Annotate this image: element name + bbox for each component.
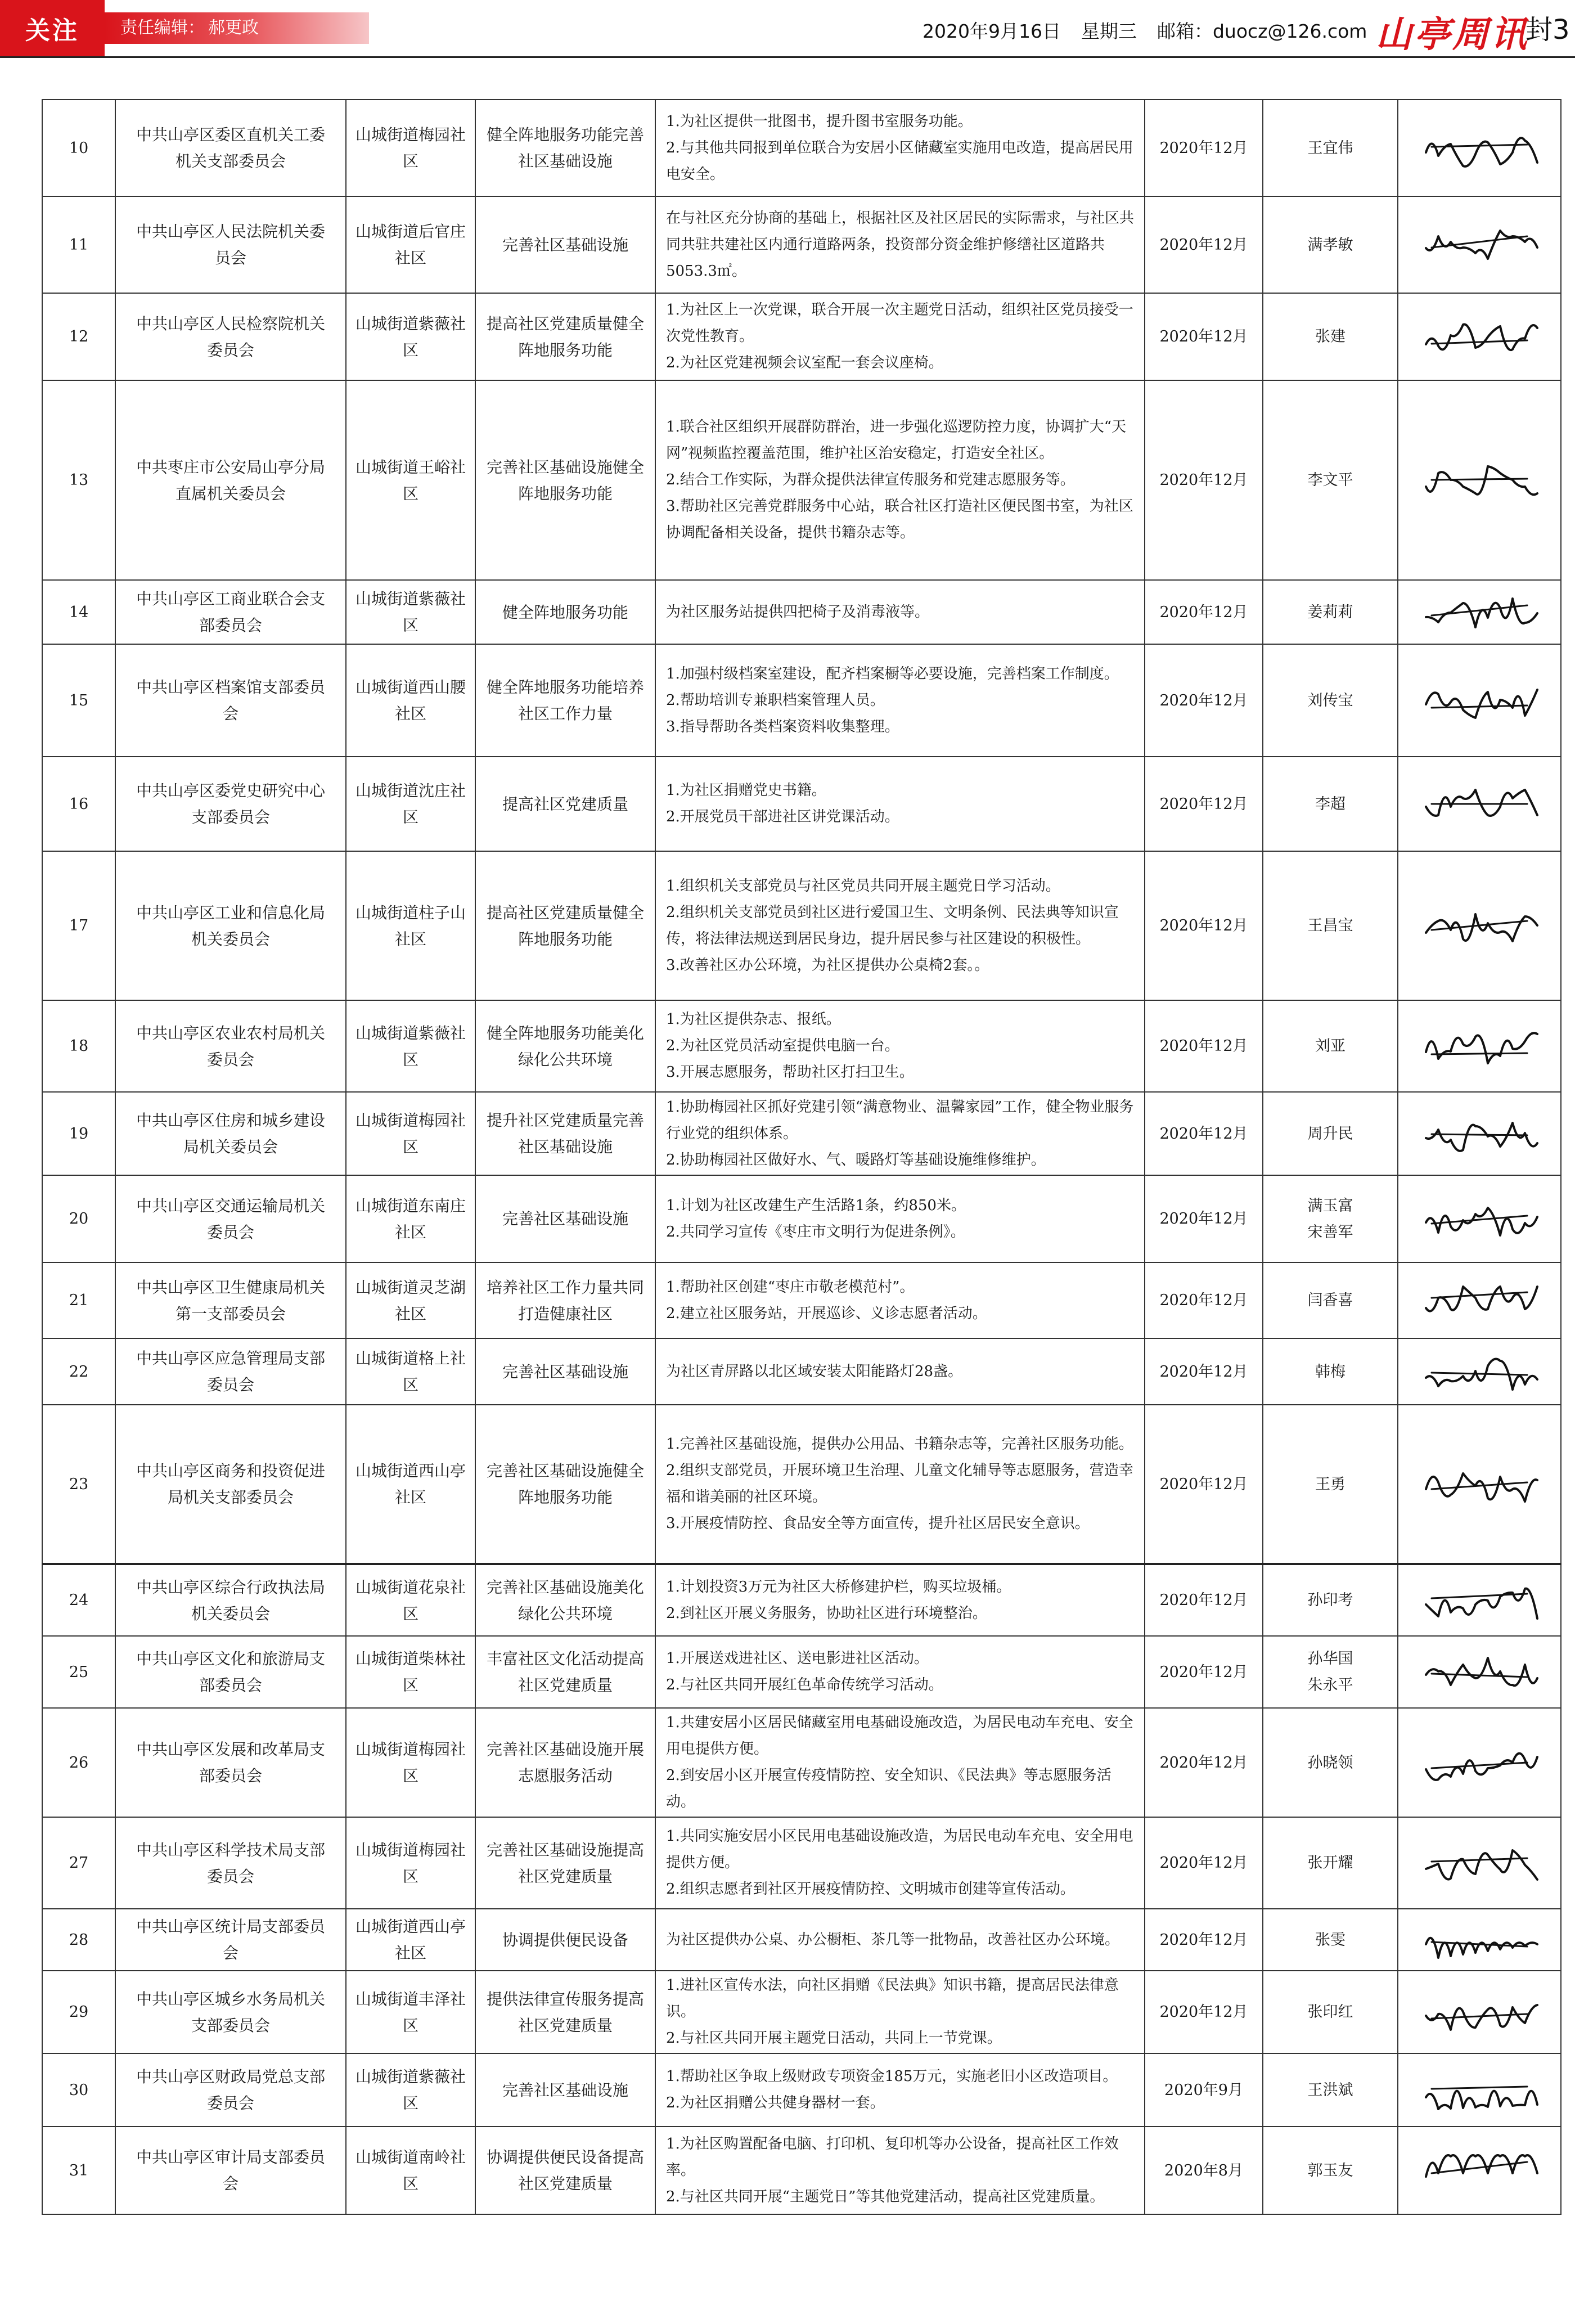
content-cell: 为社区提供办公桌、办公橱柜、茶几等一批物品，改善社区办公环境。 — [655, 1909, 1145, 1971]
editor-name: 郝更政 — [208, 18, 259, 38]
signature-cell — [1398, 380, 1561, 580]
contact-person-cell: 王宜伟 — [1263, 100, 1398, 196]
community-cell: 山城街道格上社区 — [346, 1338, 475, 1405]
signature-cell — [1398, 1262, 1561, 1338]
project-cell: 完善社区基础设施 — [475, 2053, 655, 2127]
project-cell: 完善社区基础设施 — [475, 196, 655, 293]
row-number-cell: 15 — [42, 644, 115, 757]
project-cell: 培养社区工作力量共同打造健康社区 — [475, 1262, 655, 1338]
row-number-cell: 30 — [42, 2053, 115, 2127]
community-cell: 山城街道梅园社区 — [346, 1092, 475, 1175]
table-row — [42, 100, 1561, 196]
contact-person-cell: 闫香喜 — [1263, 1262, 1398, 1338]
content-cell: 1.为社区捐赠党史书籍。 2.开展党员干部进社区讲党课活动。 — [655, 757, 1145, 851]
community-cell: 山城街道丰泽社区 — [346, 1971, 475, 2053]
organization-cell: 中共山亭区住房和城乡建设局机关委员会 — [115, 1092, 346, 1175]
content-cell: 1.联合社区组织开展群防群治，进一步强化巡逻防控力度，协调扩大“天网”视频监控覆盖范围，维护社区治安稳定，打造安全社区。 2.结合工作实际，为群众提供法律宣传服务和党建志愿服务等。 3.帮助社区完善党群服务中心站，联合社区打造社区便民图书室，为社区协调配备相关设备，提供书籍杂志等。 — [655, 380, 1145, 580]
content-cell: 1.计划为社区改建生产生活路1条，约850米。 2.共同学习宣传《枣庄市文明行为促进条例》。 — [655, 1175, 1145, 1262]
handwritten-signature — [1415, 1575, 1544, 1626]
organization-cell: 中共山亭区工商业联合会支部委员会 — [115, 580, 346, 644]
signature-cell — [1398, 644, 1561, 757]
content-cell: 1.加强村级档案室建设，配齐档案橱等必要设施，完善档案工作制度。 2.帮助培训专兼职档案管理人员。 3.指导帮助各类档案资料收集整理。 — [655, 644, 1145, 757]
community-cell: 山城街道灵芝湖社区 — [346, 1262, 475, 1338]
issue-weekday: 星期三 — [1081, 20, 1137, 42]
deadline-cell: 2020年12月 — [1145, 380, 1263, 580]
community-cell: 山城街道南岭社区 — [346, 2127, 475, 2214]
row-number-cell: 12 — [42, 293, 115, 380]
organization-cell: 中共山亭区委区直机关工委机关支部委员会 — [115, 100, 346, 196]
handwritten-signature — [1415, 219, 1544, 270]
project-cell: 提高社区党建质量健全阵地服务功能 — [475, 851, 655, 1000]
row-number-cell: 26 — [42, 1708, 115, 1817]
signature-cell — [1398, 100, 1561, 196]
organization-cell: 中共山亭区交通运输局机关委员会 — [115, 1175, 346, 1262]
contact-person-cell: 郭玉友 — [1263, 2127, 1398, 2214]
handwritten-signature — [1415, 1459, 1544, 1509]
content-cell: 1.组织机关支部党员与社区党员共同开展主题党日学习活动。 2.组织机关支部党员到社区进行爱国卫生、文明条例、民法典等知识宣传，将法律法规送到居民身边，提升居民参与社区建设的积极性。 3.改善社区办公环境，为社区提供办公桌椅2套。。 — [655, 851, 1145, 1000]
deadline-cell: 2020年12月 — [1145, 757, 1263, 851]
table-row — [42, 757, 1561, 851]
project-cell: 健全阵地服务功能 — [475, 580, 655, 644]
deadline-cell: 2020年12月 — [1145, 580, 1263, 644]
deadline-cell: 2020年12月 — [1145, 293, 1263, 380]
handwritten-signature — [1415, 1647, 1544, 1697]
handwritten-signature — [1415, 2065, 1544, 2115]
row-number-cell: 21 — [42, 1262, 115, 1338]
signature-cell — [1398, 1909, 1561, 1971]
organization-cell: 中共山亭区人民法院机关委员会 — [115, 196, 346, 293]
community-cell: 山城街道西山亭社区 — [346, 1405, 475, 1564]
handwritten-signature — [1415, 1737, 1544, 1788]
contact-person-cell: 韩梅 — [1263, 1338, 1398, 1405]
content-cell: 1.为社区提供一批图书，提升图书室服务功能。 2.与其他共同报到单位联合为安居小区储藏室实施用电改造，提高居民用电安全。 — [655, 100, 1145, 196]
handwritten-signature — [1415, 675, 1544, 726]
community-cell: 山城街道梅园社区 — [346, 1817, 475, 1909]
table-row — [42, 644, 1561, 757]
section-tag: 关注 — [0, 0, 105, 56]
community-cell: 山城街道紫薇社区 — [346, 580, 475, 644]
contact-person-cell: 王昌宝 — [1263, 851, 1398, 1000]
signature-cell — [1398, 1636, 1561, 1708]
signature-cell — [1398, 757, 1561, 851]
row-number-cell: 25 — [42, 1636, 115, 1708]
project-cell: 完善社区基础设施开展志愿服务活动 — [475, 1708, 655, 1817]
deadline-cell: 2020年12月 — [1145, 1000, 1263, 1092]
newspaper-logo: 山亭周讯 — [1376, 14, 1529, 56]
organization-cell: 中共山亭区卫生健康局机关第一支部委员会 — [115, 1262, 346, 1338]
signature-cell — [1398, 1000, 1561, 1092]
project-cell: 健全阵地服务功能培养社区工作力量 — [475, 644, 655, 757]
handwritten-signature — [1415, 1275, 1544, 1326]
organization-cell: 中共山亭区商务和投资促进局机关支部委员会 — [115, 1405, 346, 1564]
content-cell: 1.协助梅园社区抓好党建引领“满意物业、温馨家园”工作，健全物业服务行业党的组织体系。 2.协助梅园社区做好水、气、暖路灯等基础设施维修维护。 — [655, 1092, 1145, 1175]
community-cell: 山城街道王峪社区 — [346, 380, 475, 580]
row-number-cell: 31 — [42, 2127, 115, 2214]
organization-cell: 中共山亭区科学技术局支部委员会 — [115, 1817, 346, 1909]
deadline-cell: 2020年12月 — [1145, 644, 1263, 757]
deadline-cell: 2020年12月 — [1145, 1971, 1263, 2053]
table-row — [42, 1636, 1561, 1708]
contact-person-cell: 张建 — [1263, 293, 1398, 380]
row-number-cell: 27 — [42, 1817, 115, 1909]
contact-email: 邮箱：duocz@126.com — [1156, 20, 1367, 42]
deadline-cell: 2020年9月 — [1145, 2053, 1263, 2127]
table-row — [42, 293, 1561, 380]
signature-cell — [1398, 2127, 1561, 2214]
contact-person-cell: 王洪斌 — [1263, 2053, 1398, 2127]
page-number: 封3 — [1526, 14, 1570, 46]
signature-cell — [1398, 1175, 1561, 1262]
community-cell: 山城街道花泉社区 — [346, 1564, 475, 1636]
contact-person-cell: 张雯 — [1263, 1909, 1398, 1971]
organization-cell: 中共山亭区统计局支部委员会 — [115, 1909, 346, 1971]
deadline-cell: 2020年12月 — [1145, 1636, 1263, 1708]
handwritten-signature — [1415, 1108, 1544, 1159]
community-cell: 山城街道后官庄社区 — [346, 196, 475, 293]
table-row — [42, 580, 1561, 644]
table-row — [42, 1909, 1561, 1971]
header-rule — [0, 56, 1575, 58]
handwritten-signature — [1415, 901, 1544, 951]
contact-person-cell: 刘传宝 — [1263, 644, 1398, 757]
table-row — [42, 2053, 1561, 2127]
project-cell: 提高社区党建质量 — [475, 757, 655, 851]
content-cell: 1.为社区购置配备电脑、打印机、复印机等办公设备，提高社区工作效率。 2.与社区共同开展“主题党日”等其他党建活动，提高社区党建质量。 — [655, 2127, 1145, 2214]
content-cell: 1.帮助社区创建“枣庄市敬老模范村”。 2.建立社区服务站，开展巡诊、义诊志愿者活动。 — [655, 1262, 1145, 1338]
project-cell: 提供法律宣传服务提高社区党建质量 — [475, 1971, 655, 2053]
organization-cell: 中共山亭区委党史研究中心支部委员会 — [115, 757, 346, 851]
contact-person-cell: 孙晓领 — [1263, 1708, 1398, 1817]
handwritten-signature — [1415, 587, 1544, 637]
row-number-cell: 14 — [42, 580, 115, 644]
project-cell: 完善社区基础设施提高社区党建质量 — [475, 1817, 655, 1909]
deadline-cell: 2020年12月 — [1145, 1175, 1263, 1262]
row-number-cell: 10 — [42, 100, 115, 196]
row-number-cell: 17 — [42, 851, 115, 1000]
community-cell: 山城街道柴林社区 — [346, 1636, 475, 1708]
table-row — [42, 1262, 1561, 1338]
table-row — [42, 851, 1561, 1000]
row-number-cell: 20 — [42, 1175, 115, 1262]
signature-cell — [1398, 580, 1561, 644]
signature-cell — [1398, 196, 1561, 293]
table-row — [42, 1175, 1561, 1262]
content-cell: 1.进社区宣传水法，向社区捐赠《民法典》知识书籍，提高居民法律意识。 2.与社区共同开展主题党日活动，共同上一节党课。 — [655, 1971, 1145, 2053]
organization-cell: 中共枣庄市公安局山亭分局直属机关委员会 — [115, 380, 346, 580]
editor-line — [120, 15, 259, 41]
row-number-cell: 29 — [42, 1971, 115, 2053]
community-cell: 山城街道西山亭社区 — [346, 1909, 475, 1971]
contact-person-cell: 满玉富 宋善军 — [1263, 1175, 1398, 1262]
row-number-cell: 23 — [42, 1405, 115, 1564]
handwritten-signature — [1415, 312, 1544, 362]
deadline-cell: 2020年12月 — [1145, 1092, 1263, 1175]
contact-person-cell: 刘亚 — [1263, 1000, 1398, 1092]
table-row — [42, 1708, 1561, 1817]
contact-person-cell: 孙华国 朱永平 — [1263, 1636, 1398, 1708]
row-number-cell: 16 — [42, 757, 115, 851]
row-number-cell: 18 — [42, 1000, 115, 1092]
project-cell: 丰富社区文化活动提高社区党建质量 — [475, 1636, 655, 1708]
deadline-cell: 2020年12月 — [1145, 100, 1263, 196]
handwritten-signature — [1415, 455, 1544, 506]
deadline-cell: 2020年8月 — [1145, 2127, 1263, 2214]
row-number-cell: 11 — [42, 196, 115, 293]
handwritten-signature — [1415, 1346, 1544, 1397]
handwritten-signature — [1415, 1021, 1544, 1072]
table-row — [42, 380, 1561, 580]
table-row — [42, 1338, 1561, 1405]
project-cell: 健全阵地服务功能完善社区基础设施 — [475, 100, 655, 196]
table-row — [42, 1564, 1561, 1636]
contact-person-cell: 李超 — [1263, 757, 1398, 851]
deadline-cell: 2020年12月 — [1145, 1564, 1263, 1636]
community-cell: 山城街道紫薇社区 — [346, 1000, 475, 1092]
table-row — [42, 1405, 1561, 1564]
deadline-cell: 2020年12月 — [1145, 1338, 1263, 1405]
organization-cell: 中共山亭区文化和旅游局支部委员会 — [115, 1636, 346, 1708]
project-cell: 协调提供便民设备 — [475, 1909, 655, 1971]
deadline-cell: 2020年12月 — [1145, 1262, 1263, 1338]
deadline-cell: 2020年12月 — [1145, 1909, 1263, 1971]
organization-cell: 中共山亭区发展和改革局支部委员会 — [115, 1708, 346, 1817]
content-cell: 1.帮助社区争取上级财政专项资金185万元，实施老旧小区改造项目。 2.为社区捐赠公共健身器材一套。 — [655, 2053, 1145, 2127]
content-cell: 在与社区充分协商的基础上，根据社区及社区居民的实际需求，与社区共同共驻共建社区内通行道路两条，投资部分资金维护修缮社区道路共5053.3㎡。 — [655, 196, 1145, 293]
signature-cell — [1398, 1708, 1561, 1817]
table-row — [42, 1000, 1561, 1092]
row-number-cell: 22 — [42, 1338, 115, 1405]
contact-person-cell: 周升民 — [1263, 1092, 1398, 1175]
handwritten-signature — [1415, 1194, 1544, 1244]
contact-person-cell: 李文平 — [1263, 380, 1398, 580]
project-cell: 完善社区基础设施 — [475, 1338, 655, 1405]
content-cell: 1.共同实施安居小区民用电基础设施改造，为居民电动车充电、安全用电提供方便。 2.组织志愿者到社区开展疫情防控、文明城市创建等宣传活动。 — [655, 1817, 1145, 1909]
organization-cell: 中共山亭区档案馆支部委员会 — [115, 644, 346, 757]
deadline-cell: 2020年12月 — [1145, 196, 1263, 293]
organization-cell: 中共山亭区应急管理局支部委员会 — [115, 1338, 346, 1405]
row-number-cell: 24 — [42, 1564, 115, 1636]
signature-cell — [1398, 293, 1561, 380]
content-cell: 1.完善社区基础设施，提供办公用品、书籍杂志等，完善社区服务功能。 2.组织支部党员，开展环境卫生治理、儿童文化辅导等志愿服务，营造幸福和谐美丽的社区环境。 3.开展疫情防控、食品安全等方面宣传，提升社区居民安全意识。 — [655, 1405, 1145, 1564]
organization-cell: 中共山亭区审计局支部委员会 — [115, 2127, 346, 2214]
organization-cell: 中共山亭区人民检察院机关委员会 — [115, 293, 346, 380]
contact-person-cell: 孙印考 — [1263, 1564, 1398, 1636]
deadline-cell: 2020年12月 — [1145, 1817, 1263, 1909]
community-cell: 山城街道梅园社区 — [346, 1708, 475, 1817]
signature-cell — [1398, 1564, 1561, 1636]
project-cell: 完善社区基础设施 — [475, 1175, 655, 1262]
issue-date: 2020年9月16日 — [922, 20, 1061, 42]
contact-person-cell: 张开耀 — [1263, 1817, 1398, 1909]
project-cell: 提高社区党建质量健全阵地服务功能 — [475, 293, 655, 380]
contact-person-cell: 王勇 — [1263, 1405, 1398, 1564]
community-cell: 山城街道东南庄社区 — [346, 1175, 475, 1262]
signature-cell — [1398, 1971, 1561, 2053]
organization-cell: 中共山亭区工业和信息化局机关委员会 — [115, 851, 346, 1000]
table-row — [42, 1971, 1561, 2053]
project-cell: 完善社区基础设施健全阵地服务功能 — [475, 380, 655, 580]
deadline-cell: 2020年12月 — [1145, 1708, 1263, 1817]
commitment-table — [42, 99, 1562, 2215]
organization-cell: 中共山亭区城乡水务局机关支部委员会 — [115, 1971, 346, 2053]
contact-person-cell: 张印红 — [1263, 1971, 1398, 2053]
organization-cell: 中共山亭区财政局党总支部委员会 — [115, 2053, 346, 2127]
handwritten-signature — [1415, 1838, 1544, 1889]
community-cell: 山城街道梅园社区 — [346, 100, 475, 196]
editor-label: 责任编辑： — [120, 18, 205, 38]
row-number-cell: 28 — [42, 1909, 115, 1971]
project-cell: 提升社区党建质量完善社区基础设施 — [475, 1092, 655, 1175]
row-number-cell: 19 — [42, 1092, 115, 1175]
organization-cell: 中共山亭区农业农村局机关委员会 — [115, 1000, 346, 1092]
signature-cell — [1398, 2053, 1561, 2127]
community-cell: 山城街道柱子山社区 — [346, 851, 475, 1000]
page-header — [0, 0, 1575, 56]
issue-meta — [922, 17, 1387, 43]
table-row — [42, 1092, 1561, 1175]
handwritten-signature — [1415, 123, 1544, 173]
project-cell: 完善社区基础设施健全阵地服务功能 — [475, 1405, 655, 1564]
table-row — [42, 1817, 1561, 1909]
content-cell: 为社区服务站提供四把椅子及消毒液等。 — [655, 580, 1145, 644]
content-cell: 1.为社区提供杂志、报纸。 2.为社区党员活动室提供电脑一台。 3.开展志愿服务，帮助社区打扫卫生。 — [655, 1000, 1145, 1092]
handwritten-signature — [1415, 779, 1544, 829]
handwritten-signature — [1415, 1914, 1544, 1965]
content-cell: 1.开展送戏进社区、送电影进社区活动。 2.与社区共同开展红色革命传统学习活动。 — [655, 1636, 1145, 1708]
project-cell: 完善社区基础设施美化绿化公共环境 — [475, 1564, 655, 1636]
project-cell: 协调提供便民设备提高社区党建质量 — [475, 2127, 655, 2214]
project-cell: 健全阵地服务功能美化绿化公共环境 — [475, 1000, 655, 1092]
signature-cell — [1398, 1092, 1561, 1175]
row-number-cell: 13 — [42, 380, 115, 580]
handwritten-signature — [1415, 2145, 1544, 2196]
signature-cell — [1398, 1338, 1561, 1405]
community-cell: 山城街道紫薇社区 — [346, 293, 475, 380]
table-row — [42, 196, 1561, 293]
content-cell: 为社区青屏路以北区域安装太阳能路灯28盏。 — [655, 1338, 1145, 1405]
signature-cell — [1398, 1817, 1561, 1909]
handwritten-signature — [1415, 1987, 1544, 2038]
signature-cell — [1398, 851, 1561, 1000]
commitment-table-wrap — [42, 99, 1560, 2215]
content-cell: 1.共建安居小区居民储藏室用电基础设施改造，为居民电动车充电、安全用电提供方便。 2.到安居小区开展宣传疫情防控、安全知识、《民法典》等志愿服务活动。 — [655, 1708, 1145, 1817]
organization-cell: 中共山亭区综合行政执法局机关委员会 — [115, 1564, 346, 1636]
community-cell: 山城街道紫薇社区 — [346, 2053, 475, 2127]
community-cell: 山城街道西山腰社区 — [346, 644, 475, 757]
contact-person-cell: 姜莉莉 — [1263, 580, 1398, 644]
content-cell: 1.为社区上一次党课，联合开展一次主题党日活动，组织社区党员接受一次党性教育。 2.为社区党建视频会议室配一套会议座椅。 — [655, 293, 1145, 380]
signature-cell — [1398, 1405, 1561, 1564]
table-row — [42, 2127, 1561, 2214]
deadline-cell: 2020年12月 — [1145, 851, 1263, 1000]
deadline-cell: 2020年12月 — [1145, 1405, 1263, 1564]
content-cell: 1.计划投资3万元为社区大桥修建护栏，购买垃圾桶。 2.到社区开展义务服务，协助社区进行环境整治。 — [655, 1564, 1145, 1636]
contact-person-cell: 满孝敏 — [1263, 196, 1398, 293]
community-cell: 山城街道沈庄社区 — [346, 757, 475, 851]
